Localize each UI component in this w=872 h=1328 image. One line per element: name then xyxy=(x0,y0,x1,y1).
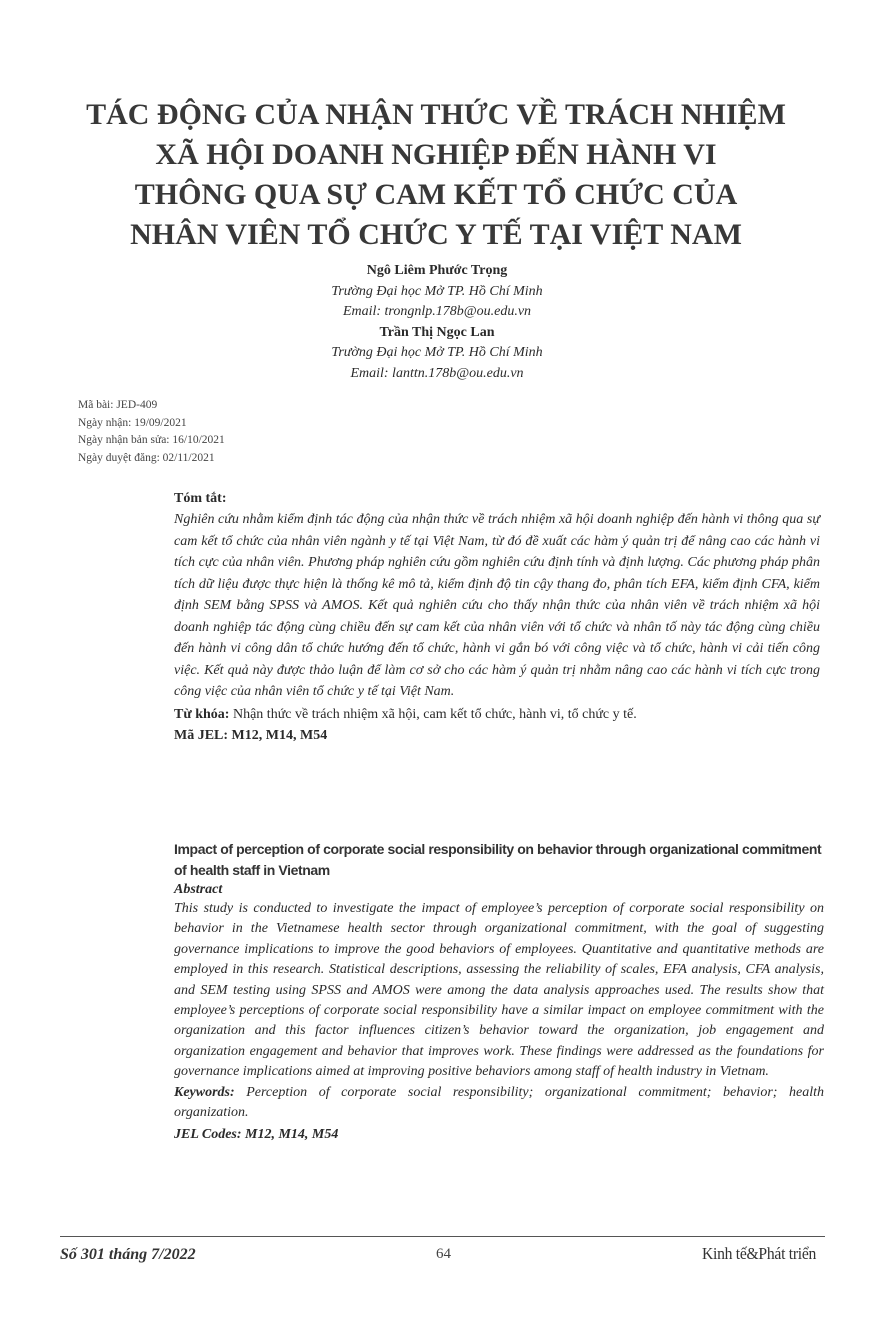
paper-title xyxy=(60,95,812,255)
title-line: NHÂN VIÊN TỔ CHỨC Y TẾ TẠI VIỆT NAM xyxy=(130,218,742,251)
jel-codes: Mã JEL: M12, M14, M54 xyxy=(174,727,328,743)
abstract-vietnamese xyxy=(174,489,820,746)
issue-label: Số 301 tháng 7/2022 xyxy=(60,1246,196,1263)
english-title: Impact of perception of corporate social responsibility on behavior through organizational commitment of health staff in Vietnam xyxy=(174,841,822,878)
author-block xyxy=(180,261,694,384)
abstract-body: Nghiên cứu nhằm kiểm định tác động của nhận thức về trách nhiệm xã hội doanh nghiệp đến hành vi thông qua sự cam kết tổ chức của nhân viên ngành y tế tại Việt Nam, từ đó đề xuất các hàm ý quản trị để nâng cao các hành vi tích cực của nhân viên. Phương pháp nghiên cứu gồm nghiên cứu định tính và định lượng. Các phương pháp phân tích dữ liệu được thực hiện là thống kê mô tả, kiểm định độ tin cậy thang đo, phân tích EFA, kiểm định CFA, kiểm định SEM bằng SPSS và AMOS. Kết quả nghiên cứu cho thấy nhận thức của nhân viên về trách nhiệm xã hội doanh nghiệp tác động cùng chiều đến sự cam kết của nhân viên với tổ chức và nhân tố này tác động cùng chiều đến hành vi công dân tổ chức hướng đến tổ chức, hành vi gắn bó với công việc và tổ chức, hành vi cải tiến công việc. Kết quả này được thảo luận để làm cơ sở cho các hàm ý quản trị nhằm nâng cao các hành vi tích cực trong công việc của nhân viên tổ chức y tế tại Việt Nam. xyxy=(174,512,820,699)
received-date: Ngày nhận: 19/09/2021 xyxy=(78,416,187,429)
title-line: TÁC ĐỘNG CỦA NHẬN THỨC VỀ TRÁCH NHIỆM xyxy=(86,98,786,131)
keywords-label: Từ khóa: xyxy=(174,706,230,722)
author-email: Email: trongnlp.178b@ou.edu.vn xyxy=(342,304,532,319)
keywords-text: Nhận thức về trách nhiệm xã hội, cam kết tổ chức, hành vi, tổ chức y tế. xyxy=(229,706,637,722)
article-metadata xyxy=(78,397,478,467)
author-affiliation: Trường Đại học Mở TP. Hồ Chí Minh xyxy=(331,283,543,299)
abstract-heading: Tóm tắt: xyxy=(174,491,227,506)
keywords-label: Keywords: xyxy=(174,1084,235,1100)
accepted-date: Ngày duyệt đăng: 02/11/2021 xyxy=(78,451,215,464)
author-name: Ngô Liêm Phước Trọng xyxy=(366,263,508,278)
abstract-body: This study is conducted to investigate the impact of employee’s perception of corporate social responsibility on behavior in the Vietnamese health sector through organizational commitment, with the goal of suggesting governance implications to improve the good behaviors of employees. Quantitative and quantitative methods are employed in this research. Statistical descriptions, assessing the reliability of scales, EFA analysis, CFA analysis, and SEM testing using SPSS and AMOS were among the data analysis approaches used. The results show that employee’s perceptions of corporate social responsibility have a similar impact on employee commitment with the organization and this factor influences citizen’s behavior toward the organization, job engagement and organization engagement and behavior that improves work. These findings were addressed as the foundations for governance implications aimed at improving positive behaviors among staff of health industry in Vietnam. xyxy=(174,901,824,1080)
keywords-line xyxy=(174,704,820,726)
abstract-heading: Abstract xyxy=(174,882,223,897)
title-line: XÃ HỘI DOANH NGHIỆP ĐẾN HÀNH VI xyxy=(155,138,717,171)
author-affiliation: Trường Đại học Mở TP. Hồ Chí Minh xyxy=(331,345,543,360)
page-number: 64 xyxy=(436,1246,451,1262)
revised-date: Ngày nhận bản sửa: 16/10/2021 xyxy=(78,434,225,446)
abstract-english xyxy=(174,839,824,1146)
author-email: Email: lanttn.178b@ou.edu.vn xyxy=(350,365,524,381)
keywords-line xyxy=(174,1083,824,1124)
journal-name: Kinh tế&Phát triển xyxy=(702,1244,817,1263)
jel-codes: JEL Codes: M12, M14, M54 xyxy=(174,1126,339,1142)
author-name: Trần Thị Ngọc Lan xyxy=(379,324,495,340)
footer-divider xyxy=(60,1236,825,1237)
title-line: THÔNG QUA SỰ CAM KẾT TỔ CHỨC CỦA xyxy=(134,178,738,211)
article-code: Mã bài: JED-409 xyxy=(78,399,158,411)
keywords-text: Perception of corporate social responsibility; organizational commitment; behavior; health organization. xyxy=(174,1084,824,1121)
